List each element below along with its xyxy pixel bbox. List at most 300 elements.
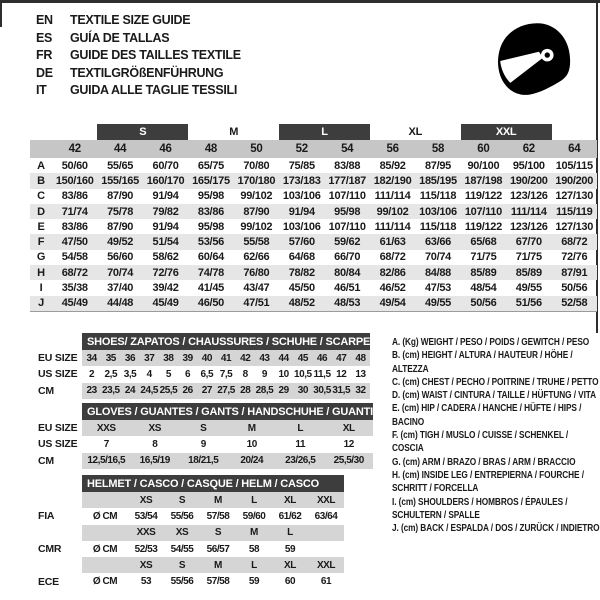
size-group-header: M — [229, 126, 239, 138]
helmet-size-label: M — [200, 492, 236, 508]
helmet-size-label — [308, 525, 344, 541]
measure-row-label: E — [37, 220, 45, 233]
size-number: 58 — [415, 140, 460, 158]
measurement-value: 83/88 — [334, 159, 361, 172]
measurement-value: 190/200 — [506, 173, 551, 188]
table-title: GLOVES / GUANTES / GANTS / HANDSCHUHE / GUANTI — [82, 403, 373, 420]
size-value: S — [179, 420, 228, 436]
size-value: 7,5 — [219, 368, 233, 380]
measurement-value: 107/110 — [461, 204, 506, 219]
helmet-size-label: XS — [164, 525, 200, 541]
legend-item: C. (cm) CHEST / PECHO / POITRINE / TRUHE / PETTO — [392, 376, 599, 388]
measurement-value: 56/60 — [107, 251, 134, 264]
measurement-value: 55/58 — [234, 234, 279, 249]
size-value: 34 — [82, 350, 101, 366]
measurement-value: 72/76 — [561, 251, 588, 264]
measurement-value: 70/80 — [243, 159, 270, 172]
measurement-value: 170/180 — [234, 173, 279, 188]
helmet-size-value: 58 — [248, 543, 260, 555]
size-value: 11,5 — [313, 368, 331, 380]
measurement-value: 111/114 — [374, 190, 411, 203]
measurement-value: 44/48 — [97, 296, 142, 312]
measure-row-label: C — [37, 190, 45, 203]
size-value: 44 — [274, 350, 293, 366]
size-value: 10 — [246, 438, 257, 450]
measurement-value: 190/200 — [552, 173, 598, 188]
measurement-value: 87/90 — [234, 204, 279, 219]
measurement-value: 187/198 — [461, 173, 506, 188]
measurement-value: 49/55 — [415, 296, 460, 312]
measurement-value: 35/38 — [61, 282, 88, 295]
measurement-value: 111/114 — [374, 220, 411, 233]
measurement-value: 123/126 — [509, 220, 548, 233]
unit-spacer — [82, 525, 128, 541]
language-row — [36, 66, 241, 84]
helmet-size-value: 57/58 — [206, 510, 230, 522]
measurement-value: 68/72 — [52, 265, 97, 280]
size-value: 8 — [152, 438, 158, 450]
measurement-value: 150/160 — [52, 173, 97, 188]
helmet-size-value: 53 — [140, 576, 152, 588]
measurement-value: 85/89 — [461, 265, 506, 280]
standard-label: ECE — [38, 575, 59, 588]
measurement-value: 83/86 — [188, 204, 233, 219]
measurement-value: 55/65 — [107, 159, 134, 172]
legend-item: H. (cm) INSIDE LEG / ENTREPIERNA / FOURCHE / SCHRITT / FORCELLA — [392, 469, 584, 495]
measurement-value: 119/122 — [464, 190, 502, 203]
measurement-value: 105/115 — [555, 159, 593, 172]
legend-item: F. (cm) TIGH / MUSLO / CUISSE / SCHENKEL / COSCIA — [392, 430, 569, 455]
helmet-size-label: XXS — [128, 525, 164, 541]
measurement-value: 83/86 — [61, 220, 88, 233]
size-number: 42 — [52, 140, 97, 158]
measurement-value: 70/74 — [424, 251, 451, 264]
helmet-size-value: 56/57 — [206, 543, 230, 555]
measurement-value: 82/86 — [370, 265, 415, 280]
size-number: 56 — [370, 140, 415, 158]
size-value: 40 — [197, 350, 216, 366]
legend-item: E. (cm) HIP / CADERA / HANCHE / HÜFTE / HIPS / BACINO — [392, 403, 582, 428]
size-value: 2,5 — [104, 368, 118, 380]
measurement-value: 74/78 — [188, 265, 233, 280]
scale-label: EU SIZE — [38, 422, 78, 435]
helmet-size-value: 59 — [248, 576, 260, 588]
helmet-size-label: XS — [128, 557, 164, 573]
measurement-value: 107/110 — [328, 190, 366, 203]
measurement-value: 71/75 — [515, 251, 542, 264]
size-value: 30,5 — [312, 383, 331, 399]
size-number: 48 — [188, 140, 233, 158]
measurement-value: 95/98 — [197, 220, 224, 233]
measurement-value: 59/62 — [324, 234, 369, 249]
measurement-value: 49/54 — [370, 296, 415, 312]
size-number: 60 — [461, 140, 506, 158]
measurement-value: 91/94 — [279, 204, 324, 219]
helmet-size-value: 55/56 — [170, 576, 194, 588]
measurement-value: 39/42 — [152, 282, 179, 295]
legend-item: D. (cm) WAIST / CINTURA / TAILLE / HÜFTUNG / VITA — [392, 390, 597, 402]
measurement-value: 95/100 — [512, 159, 545, 172]
measurement-value: 53/56 — [188, 234, 233, 249]
measurement-value: 83/86 — [61, 190, 88, 203]
measurement-value: 111/114 — [506, 204, 551, 219]
size-group-header: S — [97, 124, 188, 140]
size-value: 28 — [236, 383, 255, 399]
size-number: 52 — [279, 140, 324, 158]
measurement-value: 84/88 — [415, 265, 460, 280]
language-row — [36, 48, 241, 66]
size-number: 50 — [234, 140, 279, 158]
measure-row-label: F — [30, 234, 52, 249]
size-value: 36 — [120, 350, 139, 366]
measurement-value: 47/53 — [424, 282, 451, 295]
size-value: 31,5 — [332, 383, 351, 399]
measurement-value: 103/106 — [282, 190, 321, 203]
size-number: 44 — [97, 140, 142, 158]
measurement-value: 45/49 — [143, 296, 188, 312]
helmet-size-label: S — [200, 525, 236, 541]
measurement-value: 127/130 — [555, 190, 594, 203]
measurement-value: 91/94 — [152, 190, 179, 203]
size-value: 46 — [312, 350, 331, 366]
helmet-size-label: S — [164, 557, 200, 573]
measurement-value: 63/66 — [415, 234, 460, 249]
measurement-value: 78/82 — [279, 265, 324, 280]
size-value: 4 — [146, 368, 152, 380]
helmet-size-value: 53/54 — [134, 510, 158, 522]
measurement-value: 79/82 — [143, 204, 188, 219]
guide-title: TEXTILE SIZE GUIDE — [70, 13, 191, 27]
measurement-value: 64/68 — [288, 251, 315, 264]
helmet-size-value: 55/56 — [170, 510, 194, 522]
standard-label: FIA — [38, 510, 55, 523]
row-label-spacer — [30, 525, 82, 541]
measurement-value: 173/183 — [279, 173, 324, 188]
helmet-size-value: 61 — [320, 576, 332, 588]
size-value: 10 — [278, 368, 289, 380]
measurement-value: 45/50 — [288, 282, 315, 295]
language-code: IT — [36, 83, 47, 98]
measurement-value: 47/50 — [52, 234, 97, 249]
size-number: 46 — [143, 140, 188, 158]
measurement-value: 85/92 — [379, 159, 406, 172]
measurement-value: 90/100 — [467, 159, 500, 172]
helmet-size-value: 61/62 — [278, 510, 302, 522]
measurement-value: 52/58 — [552, 296, 598, 312]
standard-label: CMR — [38, 543, 62, 556]
size-value: 2 — [89, 368, 95, 380]
language-code: DE — [36, 65, 53, 80]
top-frame-line — [0, 0, 600, 3]
legend-item: I. (cm) SHOULDERS / HOMBROS / ÉPAULES / SCHULTERN / SPALLE — [392, 496, 568, 521]
helmet-size-table — [30, 475, 344, 590]
size-value: 39 — [178, 350, 197, 366]
measurement-value: 99/102 — [370, 204, 415, 219]
measurement-value: 115/119 — [552, 204, 598, 219]
measurement-value: 51/56 — [506, 296, 551, 312]
size-value: 28,5 — [255, 383, 274, 399]
measurement-value: 85/89 — [506, 265, 551, 280]
measurement-value: 70/74 — [97, 265, 142, 280]
size-value: 23,5 — [101, 383, 120, 399]
helmet-size-label: XS — [128, 492, 164, 508]
measurement-value: 87/90 — [107, 190, 134, 203]
legend-item: G. (cm) ARM / BRAZO / BRAS / ARM / BRACCIO — [392, 456, 576, 468]
size-value: L — [276, 420, 325, 436]
size-value: 24 — [120, 383, 139, 399]
diameter-unit: Ø CM — [92, 576, 118, 588]
language-row — [36, 83, 241, 101]
size-group-header: XXL — [461, 124, 552, 140]
size-value: 27,5 — [216, 383, 235, 399]
language-list — [36, 13, 241, 101]
helmet-size-label: XXL — [308, 492, 344, 508]
helmet-size-value: 59/60 — [242, 510, 266, 522]
helmet-size-label: XL — [272, 492, 308, 508]
size-value: 23/26,5 — [276, 453, 325, 469]
measurement-value: 48/52 — [279, 296, 324, 312]
size-value: 32 — [351, 383, 370, 399]
size-value: 13 — [355, 368, 366, 380]
measure-row-label: I — [39, 282, 43, 295]
measurement-value: 99/102 — [240, 190, 273, 203]
size-value: 18/21,5 — [179, 453, 228, 469]
size-value: 27 — [197, 383, 216, 399]
measurement-value: 71/75 — [470, 251, 497, 264]
size-value: 35 — [101, 350, 120, 366]
legend-item: J. (cm) BACK / ESPALDA / DOS / ZURÜCK / INDIETRO — [392, 523, 600, 535]
measurement-value: 57/60 — [279, 234, 324, 249]
measurement-value: 115/118 — [419, 190, 457, 203]
language-row — [36, 13, 241, 31]
measurement-value: 48/54 — [470, 282, 497, 295]
measurement-value: 62/66 — [243, 251, 270, 264]
measurement-value: 66/70 — [334, 251, 361, 264]
size-group-header — [30, 124, 97, 140]
size-value: 24,5 — [140, 383, 159, 399]
size-value: 47 — [332, 350, 351, 366]
helmet-size-label: L — [272, 525, 308, 541]
scale-label: CM — [38, 384, 54, 397]
measure-row-label: A — [37, 159, 45, 172]
measurement-value: 123/126 — [509, 190, 548, 203]
measurement-value: 58/62 — [152, 251, 179, 264]
header-spacer — [30, 333, 82, 350]
measurement-value: 185/195 — [415, 173, 460, 188]
size-value: XS — [131, 420, 180, 436]
left-frame-line — [0, 0, 2, 27]
measurement-value: 46/51 — [334, 282, 361, 295]
measurement-value: 68/72 — [379, 251, 406, 264]
size-value: XL — [325, 420, 374, 436]
helmet-size-label: M — [236, 525, 272, 541]
measure-row-label: H — [30, 265, 52, 280]
language-code: ES — [36, 30, 53, 45]
measurement-value: 46/50 — [188, 296, 233, 312]
size-value: 43 — [255, 350, 274, 366]
guide-title: GUIDA ALLE TAGLIE TESSILI — [70, 83, 238, 98]
measurement-value: 95/98 — [324, 204, 369, 219]
row-label-spacer — [30, 557, 82, 573]
unit-spacer — [82, 557, 128, 573]
unit-spacer — [82, 492, 128, 508]
helmet-size-value: 52/53 — [134, 543, 158, 555]
language-code: EN — [36, 13, 53, 27]
measurement-value: 87/95 — [424, 159, 451, 172]
measurement-value: 68/72 — [552, 234, 598, 249]
measurement-value: 95/98 — [197, 190, 224, 203]
table-title: SHOES/ ZAPATOS / CHAUSSURES / SCHUHE / SCARPE — [82, 333, 370, 350]
helmet-size-label: XL — [272, 557, 308, 573]
measurement-value: 43/47 — [243, 282, 270, 295]
measurement-value: 160/170 — [143, 173, 188, 188]
guide-title: GUÍA DE TALLAS — [70, 30, 170, 45]
size-value: 5 — [165, 368, 171, 380]
measurement-value: 107/110 — [328, 220, 366, 233]
racing-helmet-icon — [491, 16, 575, 106]
row-label-spacer — [30, 492, 82, 508]
diameter-unit: Ø CM — [92, 510, 118, 522]
measurement-value: 54/58 — [61, 251, 88, 264]
measure-row-label: G — [36, 251, 46, 264]
measurement-value: 103/106 — [282, 220, 321, 233]
measurement-value: 50/56 — [461, 296, 506, 312]
measurement-value: 76/80 — [234, 265, 279, 280]
measurement-value: 67/70 — [506, 234, 551, 249]
measurement-value: 48/53 — [324, 296, 369, 312]
size-value: 30 — [293, 383, 312, 399]
measurement-value: 60/70 — [152, 159, 179, 172]
size-value: 45 — [293, 350, 312, 366]
measure-row-label: B — [30, 173, 52, 188]
measurement-value: 115/118 — [419, 220, 457, 233]
size-value: 9 — [261, 368, 267, 380]
measurement-value: 46/52 — [379, 282, 406, 295]
guide-title: TEXTILGRÖßENFÜHRUNG — [70, 65, 224, 80]
measure-row-label: J — [30, 296, 52, 312]
row-label-spacer — [30, 140, 52, 158]
measurement-value: 119/122 — [464, 220, 502, 233]
size-value: 12 — [336, 368, 347, 380]
scale-label: EU SIZE — [38, 352, 78, 365]
measurement-value: 71/74 — [52, 204, 97, 219]
measurement-value: 61/63 — [370, 234, 415, 249]
size-value: 6 — [185, 368, 191, 380]
size-value: 26 — [178, 383, 197, 399]
helmet-size-value: 63/64 — [314, 510, 338, 522]
size-value: 37 — [140, 350, 159, 366]
size-value: 48 — [351, 350, 370, 366]
measurement-value: 177/187 — [324, 173, 369, 188]
size-number: 62 — [506, 140, 551, 158]
size-value: 25,5 — [159, 383, 178, 399]
measurement-value: 50/56 — [561, 282, 588, 295]
measurement-value: 87/91 — [552, 265, 598, 280]
legend-item: A. (Kg) WEIGHT / PESO / POIDS / GEWITCH / PESO — [392, 337, 590, 348]
measurement-value: 65/75 — [197, 159, 224, 172]
measurement-value: 65/68 — [461, 234, 506, 249]
size-value: 38 — [159, 350, 178, 366]
size-value: 9 — [200, 438, 206, 450]
legend-item: B. (cm) HEIGHT / ALTURA / HAUTEUR / HÖHE / ALTEZZA — [392, 350, 573, 375]
measurement-legend — [392, 336, 600, 535]
size-value: 7 — [103, 438, 109, 450]
size-value: 11 — [295, 438, 306, 450]
helmet-size-label: XXL — [308, 557, 344, 573]
header-spacer — [30, 475, 82, 492]
measurement-value: 50/60 — [61, 159, 88, 172]
helmet-size-value: 59 — [284, 543, 296, 555]
size-value: 29 — [274, 383, 293, 399]
language-code: FR — [36, 48, 53, 63]
textile-size-table — [30, 124, 597, 312]
size-group-header: XL — [408, 126, 423, 138]
measurement-value: 182/190 — [370, 173, 415, 188]
size-value: 10,5 — [294, 368, 312, 380]
size-value: 6,5 — [200, 368, 214, 380]
size-value: 23 — [82, 383, 101, 399]
measurement-value: 87/90 — [107, 220, 134, 233]
size-value: 12 — [343, 438, 354, 450]
scale-label: US SIZE — [38, 368, 78, 381]
size-value: 42 — [236, 350, 255, 366]
helmet-size-label: L — [236, 492, 272, 508]
helmet-size-value: 57/58 — [206, 576, 230, 588]
helmet-size-label: M — [200, 557, 236, 573]
measurement-value: 165/175 — [188, 173, 233, 188]
scale-label: US SIZE — [38, 438, 78, 451]
helmet-size-label: L — [236, 557, 272, 573]
size-group-header — [552, 124, 598, 140]
size-group-header: L — [279, 124, 370, 140]
scale-label: CM — [38, 454, 54, 467]
diameter-unit: Ø CM — [92, 543, 118, 555]
size-value: 12,5/16,5 — [82, 453, 131, 469]
helmet-size-value — [308, 541, 344, 557]
shoes-size-table — [30, 333, 370, 399]
size-value: 25,5/30 — [325, 453, 374, 469]
measurement-value: 49/55 — [515, 282, 542, 295]
size-value: 41 — [216, 350, 235, 366]
measurement-value: 37/40 — [107, 282, 134, 295]
table-title: HELMET / CASCO / CASQUE / HELM / CASCO — [82, 475, 344, 492]
size-value: 20/24 — [228, 453, 277, 469]
helmet-size-value: 60 — [284, 576, 296, 588]
helmet-size-value: 54/55 — [170, 543, 194, 555]
size-number: 54 — [324, 140, 369, 158]
measurement-value: 51/54 — [143, 234, 188, 249]
measurement-value: 99/102 — [240, 220, 273, 233]
measurement-value: 75/85 — [288, 159, 315, 172]
measurement-value: 47/51 — [234, 296, 279, 312]
measurement-value: 155/165 — [97, 173, 142, 188]
measure-row-label: D — [30, 204, 52, 219]
size-value: XXS — [82, 420, 131, 436]
size-value: 3,5 — [123, 368, 137, 380]
guide-title: GUIDE DES TAILLES TEXTILE — [70, 48, 241, 63]
measurement-value: 49/52 — [97, 234, 142, 249]
measurement-value: 91/94 — [152, 220, 179, 233]
size-value: M — [228, 420, 277, 436]
measurement-value: 80/84 — [324, 265, 369, 280]
size-value: 8 — [242, 368, 248, 380]
measurement-value: 60/64 — [197, 251, 224, 264]
size-number: 64 — [552, 140, 598, 158]
measurement-value: 127/130 — [555, 220, 594, 233]
measurement-value: 75/78 — [97, 204, 142, 219]
size-value: 16,5/19 — [131, 453, 180, 469]
measurement-value: 72/76 — [143, 265, 188, 280]
